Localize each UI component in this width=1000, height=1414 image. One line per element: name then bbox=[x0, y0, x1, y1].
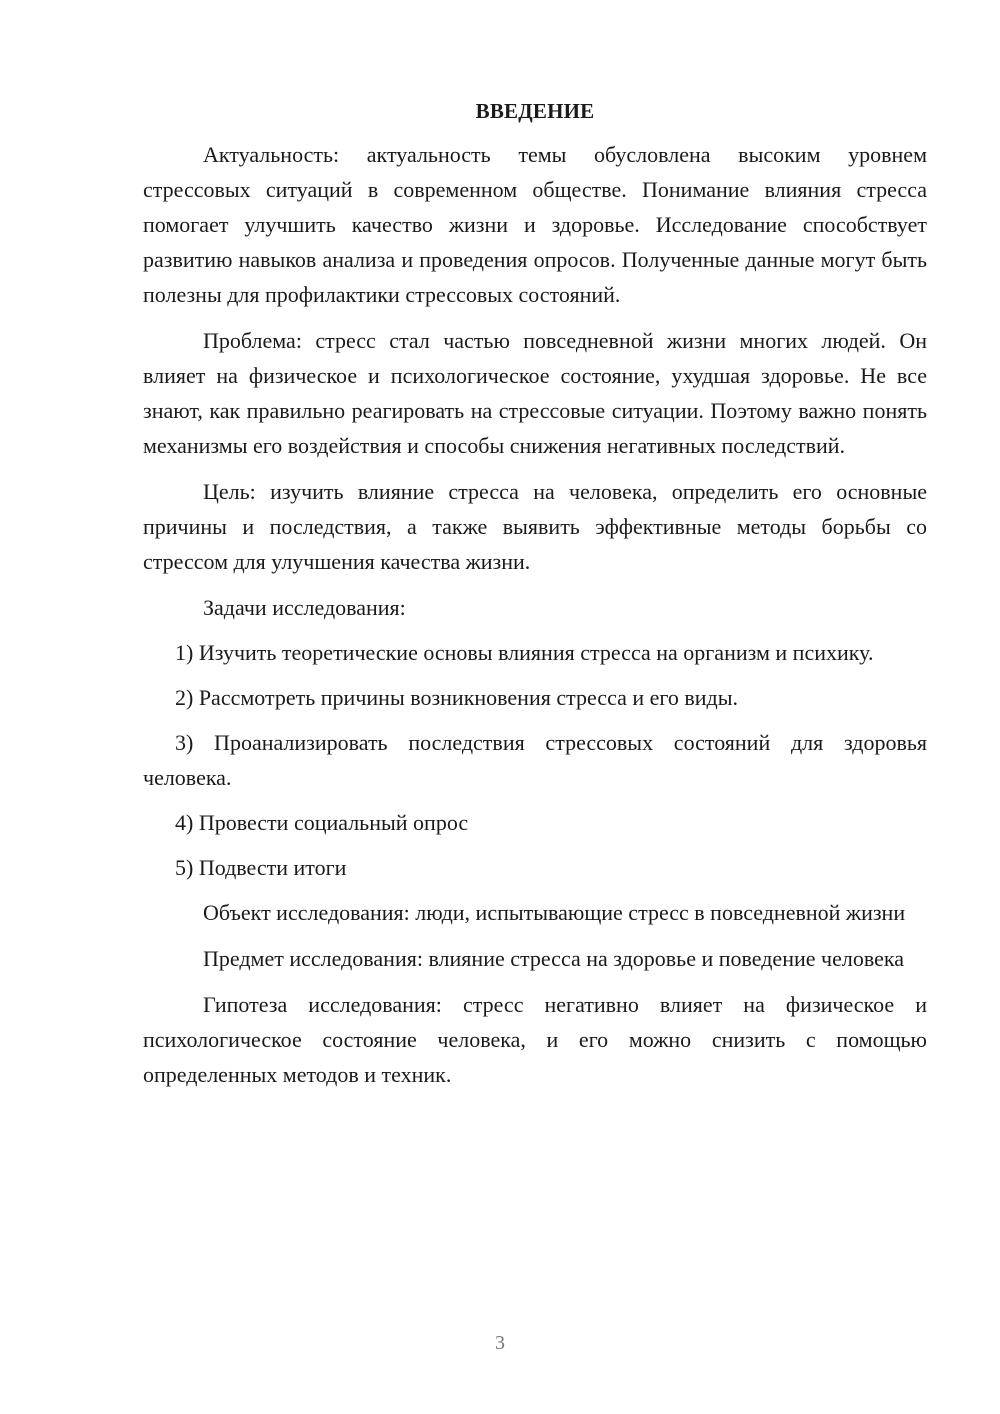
task-item-1: 1) Изучить теоретические основы влияния стресса на организм и психику. bbox=[175, 640, 874, 665]
tasks-heading: Задачи исследования: bbox=[203, 595, 406, 620]
page-number: 3 bbox=[495, 1332, 505, 1354]
document-page bbox=[143, 95, 927, 1092]
task-item-3: 3) Проанализировать последствия стрессовых состояний для здоровья человека. bbox=[143, 730, 927, 790]
goal-paragraph: Цель: изучить влияние стресса на человека, определить его основные причины и последствия, а также выявить эффективные методы борьбы со стрессом для улучшения качества жизни. bbox=[143, 479, 927, 574]
hypothesis-paragraph: Гипотеза исследования: стресс негативно влияет на физическое и психологическое состояние человека, и его можно снизить с помощью определенных методов и техник. bbox=[143, 992, 927, 1087]
problem-paragraph: Проблема: стресс стал частью повседневной жизни многих людей. Он влияет на физическое и психологическое состояние, ухудшая здоровье. Не все знают, как правильно реагировать на стрессовые ситуации. Поэтому важно понять механизмы его воздействия и способы снижения негативных последствий. bbox=[143, 328, 927, 458]
task-item-2: 2) Рассмотреть причины возникновения стресса и его виды. bbox=[175, 685, 739, 710]
page-title: ВВЕДЕНИЕ bbox=[475, 99, 595, 123]
object-paragraph: Объект исследования: люди, испытывающие стресс в повседневной жизни bbox=[203, 900, 906, 925]
subject-paragraph: Предмет исследования: влияние стресса на здоровье и поведение человека bbox=[203, 946, 904, 971]
task-item-5: 5) Подвести итоги bbox=[175, 855, 347, 880]
task-item-4: 4) Провести социальный опрос bbox=[175, 810, 469, 835]
relevance-paragraph: Актуальность: актуальность темы обусловлена высоким уровнем стрессовых ситуаций в современном обществе. Понимание влияния стресса помогает улучшить качество жизни и здоровье. Исследование способствует развитию навыков анализа и проведения опросов. Полученные данные могут быть полезны для профилактики стрессовых состояний. bbox=[143, 142, 927, 307]
